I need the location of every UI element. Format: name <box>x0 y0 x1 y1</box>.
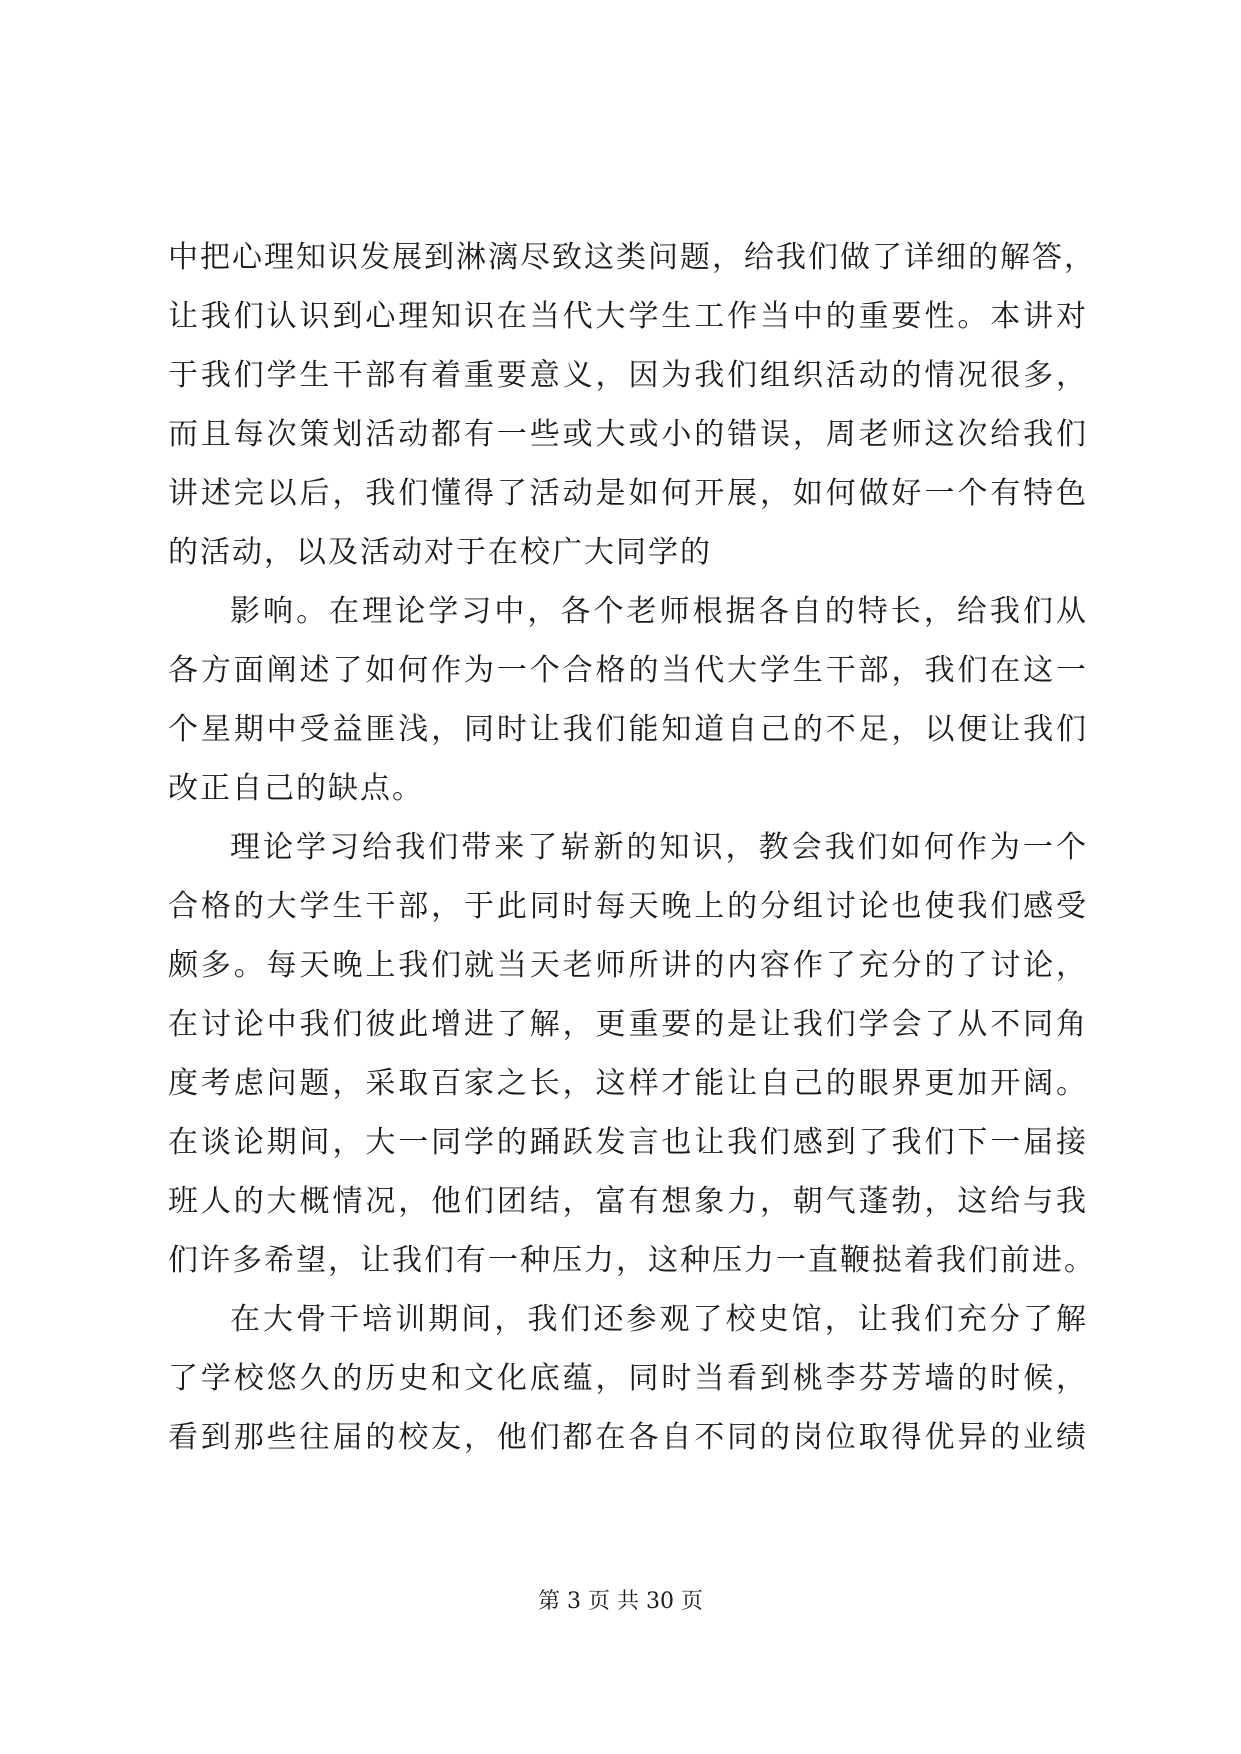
page-number: 第 3 页 共 30 页 <box>538 1589 703 1614</box>
text-line: 了学校悠久的历史和文化底蕴，同时当看到桃李芬芳墙的时候， <box>168 1361 1088 1396</box>
text-line: 个星期中受益匪浅，同时让我们能知道自己的不足，以便让我们 <box>168 712 1088 747</box>
text-line: 于我们学生干部有着重要意义，因为我们组织活动的情况很多， <box>168 358 1088 393</box>
text-line: 度考虑问题，采取百家之长，这样才能让自己的眼界更加开阔。 <box>168 1066 1088 1101</box>
text-line: 理论学习给我们带来了崭新的知识，教会我们如何作为一个 <box>230 830 1088 865</box>
text-line: 而且每次策划活动都有一些或大或小的错误，周老师这次给我们 <box>168 417 1088 452</box>
text-line: 合格的大学生干部，于此同时每天晚上的分组讨论也使我们感受 <box>168 889 1088 924</box>
text-line: 颇多。每天晚上我们就当天老师所讲的内容作了充分的了讨论， <box>168 948 1088 983</box>
text-line: 的活动，以及活动对于在校广大同学的 <box>168 535 712 570</box>
text-line: 讲述完以后，我们懂得了活动是如何开展，如何做好一个有特色 <box>168 476 1088 511</box>
text-line: 影响。在理论学习中，各个老师根据各自的特长，给我们从 <box>230 594 1088 629</box>
text-line: 们许多希望，让我们有一种压力，这种压力一直鞭挞着我们前进。 <box>168 1243 1096 1278</box>
text-line: 改正自己的缺点。 <box>168 771 424 806</box>
text-line: 看到那些往届的校友，他们都在各自不同的岗位取得优异的业绩 <box>168 1420 1088 1455</box>
body-text <box>168 228 1096 1467</box>
text-line: 让我们认识到心理知识在当代大学生工作当中的重要性。本讲对 <box>168 299 1088 334</box>
page-footer <box>0 1588 1241 1616</box>
text-line: 各方面阐述了如何作为一个合格的当代大学生干部，我们在这一 <box>168 653 1088 688</box>
text-line: 在谈论期间，大一同学的踊跃发言也让我们感到了我们下一届接 <box>168 1125 1088 1160</box>
text-line: 班人的大概情况，他们团结，富有想象力，朝气蓬勃，这给与我 <box>168 1184 1088 1219</box>
text-line: 中把心理知识发展到淋漓尽致这类问题，给我们做了详细的解答， <box>168 240 1096 275</box>
text-line: 在讨论中我们彼此增进了解，更重要的是让我们学会了从不同角 <box>168 1007 1088 1042</box>
text-line: 在大骨干培训期间，我们还参观了校史馆，让我们充分了解 <box>230 1302 1088 1337</box>
